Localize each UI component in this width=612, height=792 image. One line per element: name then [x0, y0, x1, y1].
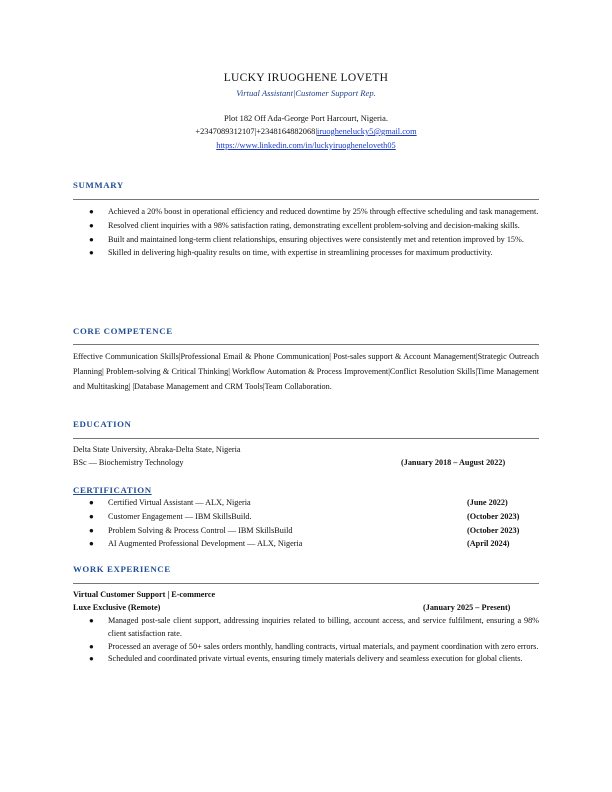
list-item: ● Problem Solving & Process Control — IBM SkillsBuild (October 2023)	[73, 524, 539, 538]
phone-numbers: +2347089312107|+2348164882068|	[195, 127, 318, 136]
list-item: ● Processed an average of 50+ sales orders monthly, handling contracts, virtual materials, and payment coordination with zero errors.	[73, 641, 539, 654]
bullet-icon: ●	[89, 654, 94, 664]
list-item: ● Skilled in delivering high-quality results on time, with expertise in streamlining processes for maximum productivity.	[73, 247, 539, 260]
certification-heading: CERTIFICATION	[73, 485, 152, 495]
degree: BSc — Biochemistry Technology	[73, 458, 184, 467]
bullet-icon: ●	[89, 248, 94, 258]
bullet-icon: ●	[89, 616, 94, 625]
bullet-icon: ●	[89, 641, 94, 651]
bullet-icon: ●	[89, 498, 94, 507]
core-divider	[73, 344, 539, 345]
list-item: ● Certified Virtual Assistant — ALX, Nigeria (June 2022)	[73, 496, 539, 510]
bullet-icon: ●	[89, 525, 94, 535]
bullet-icon: ●	[89, 511, 94, 521]
candidate-title: Virtual Assistant|Customer Support Rep.	[236, 88, 376, 98]
list-item: ● Achieved a 20% boost in operational efficiency and reduced downtime by 25% through effective scheduling and task management.	[73, 206, 539, 219]
bullet-icon: ●	[89, 207, 94, 216]
candidate-name: LUCKY IRUOGHENE LOVETH	[223, 72, 389, 84]
summary-divider	[73, 199, 539, 200]
job-role: Virtual Customer Support | E-commerce	[73, 590, 216, 599]
list-item: ● Managed post-sale client support, addressing inquiries related to billing, account access, and service fulfilment, ensuring a 98% client satisfaction rate.	[89, 616, 539, 638]
contact-line	[0, 127, 612, 136]
certification-list	[73, 496, 539, 551]
list-item: ● Resolved client inquiries with a 98% satisfaction rating, demonstrating excellent problem-solving and decision-making skills.	[73, 220, 539, 233]
list-item: ● AI Augmented Professional Development — ALX, Nigeria (April 2024)	[73, 537, 539, 551]
work-list	[73, 615, 539, 666]
summary-heading: SUMMARY	[73, 180, 124, 190]
list-item: ● Scheduled and coordinated private virtual events, ensuring timely materials delivery and seamless execution for global clients.	[73, 653, 539, 666]
list-item: ● Built and maintained long-term client relationships, ensuring objectives were consistently met and retention improved by 15%.	[73, 234, 539, 247]
company-name: Luxe Exclusive (Remote)	[73, 603, 161, 612]
job-dates: (January 2025 – Present)	[423, 603, 511, 612]
list-item: ● Customer Engagement — IBM SkillsBuild. (October 2023)	[73, 510, 539, 524]
core-competence-heading: CORE COMPETENCE	[73, 326, 173, 336]
education-divider	[73, 438, 539, 439]
school-name: Delta State University, Abraka-Delta State, Nigeria	[73, 445, 241, 454]
email-link[interactable]: iruoghenelucky5@gmail.com	[317, 127, 417, 136]
bullet-icon: ●	[89, 220, 94, 230]
work-divider	[73, 583, 539, 584]
education-heading: EDUCATION	[73, 419, 132, 429]
linkedin-link[interactable]: https://www.linkedin.com/in/luckyiruogheneloveth05	[216, 141, 396, 150]
address: Plot 182 Off Ada-George Port Harcourt, Nigeria.	[224, 114, 388, 123]
bullet-icon: ●	[89, 234, 94, 244]
summary-list	[73, 206, 539, 261]
core-competence-text: Effective Communication Skills|Professional Email & Phone Communication| Post-sales support & Account Management|Strategic Outreach Planning| Problem-solving & Critical Thinking| Workflow Automation & Process Improvement|Conflict Resolution Skills|Time Management and Multitasking| |Database Management and CRM Tools|Team Collaboration.	[73, 352, 539, 391]
work-experience-heading: WORK EXPERIENCE	[73, 564, 171, 574]
education-dates: (January 2018 – August 2022)	[401, 458, 506, 467]
bullet-icon: ●	[89, 539, 94, 549]
